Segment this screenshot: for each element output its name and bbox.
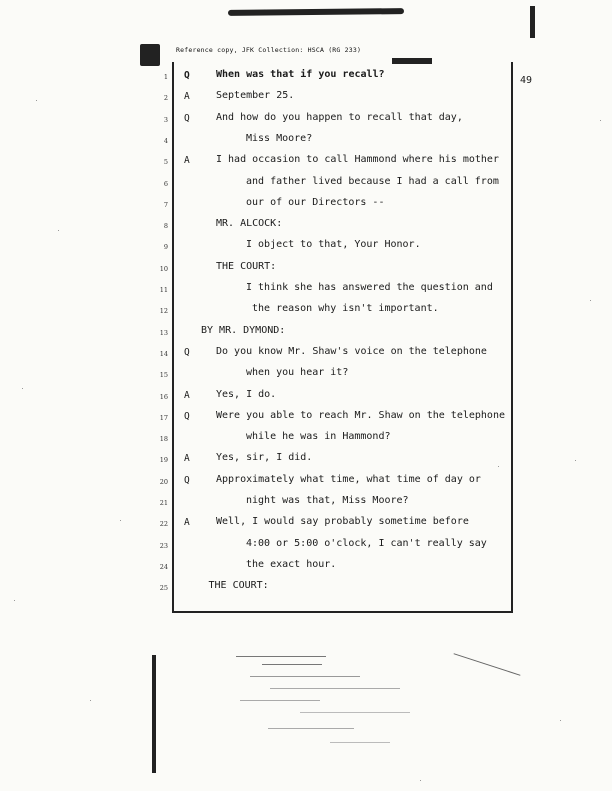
line-number: 22 [159,520,168,529]
line-number: 1 [163,73,168,81]
hole-punch-mark [140,44,160,66]
line-number: 14 [159,349,168,358]
speaker-label: A [184,91,190,103]
speaker-label: Q [184,346,190,358]
scan-speck [575,460,576,461]
transcript-line-text: Yes, sir, I did. [216,452,313,464]
transcript-line-text: Were you able to reach Mr. Shaw on the telephone [216,409,505,421]
transcript-line-text: while he was in Hammond? [246,431,391,443]
transcript-line-text: the exact hour. [246,558,337,570]
scan-speck [120,520,121,521]
speaker-label: A [184,155,190,167]
line-number: 6 [163,179,168,188]
line-number: 10 [159,264,168,273]
speaker-label: A [184,517,190,529]
scan-speck [590,300,591,301]
scan-speck [600,120,601,121]
line-number: 8 [163,222,168,231]
line-number: 21 [159,499,168,507]
transcript-line-text: Yes, I do. [216,388,277,400]
line-number: 11 [159,286,168,294]
transcript-line-text: Miss Moore? [246,132,313,144]
line-number: 18 [159,435,168,444]
transcript-line-text: BY MR. DYMOND: [201,324,286,336]
transcript-line-text: and father lived because I had a call from [246,175,499,187]
line-number: 13 [159,328,168,337]
scan-speck [90,700,91,701]
line-number: 17 [159,413,168,422]
line-number: 4 [163,136,168,145]
speaker-label: Q [184,70,190,81]
line-number: 15 [159,371,168,380]
transcript-line-text: the reason why isn't important. [252,303,439,315]
scan-speck [560,720,561,721]
scan-mark-top-right [530,6,535,38]
speaker-label: A [184,453,190,465]
transcript-line-text: MR. ALCOCK: [216,218,283,230]
scan-speck [14,600,15,601]
scan-speck [36,100,37,101]
line-number: 23 [159,541,168,550]
transcript-line-text: THE COURT: [208,580,269,592]
scan-speck [22,388,23,389]
line-number: 19 [159,456,168,465]
transcript-line-text: Do you know Mr. Shaw's voice on the telephone [216,345,487,357]
transcript-line-text: When was that if you recall? [216,69,385,80]
transcript-line-text: when you hear it? [246,367,349,379]
line-number: 16 [159,392,168,401]
speaker-label: A [184,389,190,401]
scan-speck [420,780,421,781]
transcript-line-text: September 25. [216,90,295,102]
line-number: 12 [159,307,168,316]
transcript-line-text: And how do you happen to recall that day, [216,111,463,123]
scan-speck [498,466,499,467]
line-number: 9 [163,243,168,252]
scan-speck [58,230,59,231]
transcript-line-text: 4:00 or 5:00 o'clock, I can't really say [246,537,487,549]
transcript-line-text: Well, I would say probably sometime before [216,516,469,528]
speaker-label: Q [184,474,190,486]
transcript-line-text: I had occasion to call Hammond where his mother [216,154,499,166]
transcript-line-text: THE COURT: [216,260,277,272]
reference-header: Reference copy, JFK Collection: HSCA (RG 233) [176,46,362,54]
line-number: 20 [159,477,168,486]
transcript-line-text: Approximately what time, what time of day or [216,473,481,485]
transcript-line-text: I think she has answered the question and [246,282,493,293]
speaker-label: Q [184,410,190,422]
page-number: 49 [520,75,533,86]
line-number: 3 [163,115,168,124]
transcript-line-text: our of our Directors -- [246,196,385,208]
line-number: 24 [159,562,168,571]
scan-bar-bottom-left [152,655,156,773]
line-number: 5 [163,158,168,167]
line-number: 7 [163,200,168,209]
transcript-line-text: night was that, Miss Moore? [246,495,409,506]
transcript-line-text: I object to that, Your Honor. [246,239,421,251]
speaker-label: Q [184,112,190,124]
scan-smudge-top [228,8,404,16]
line-number: 2 [163,94,168,103]
line-number: 25 [159,584,168,593]
